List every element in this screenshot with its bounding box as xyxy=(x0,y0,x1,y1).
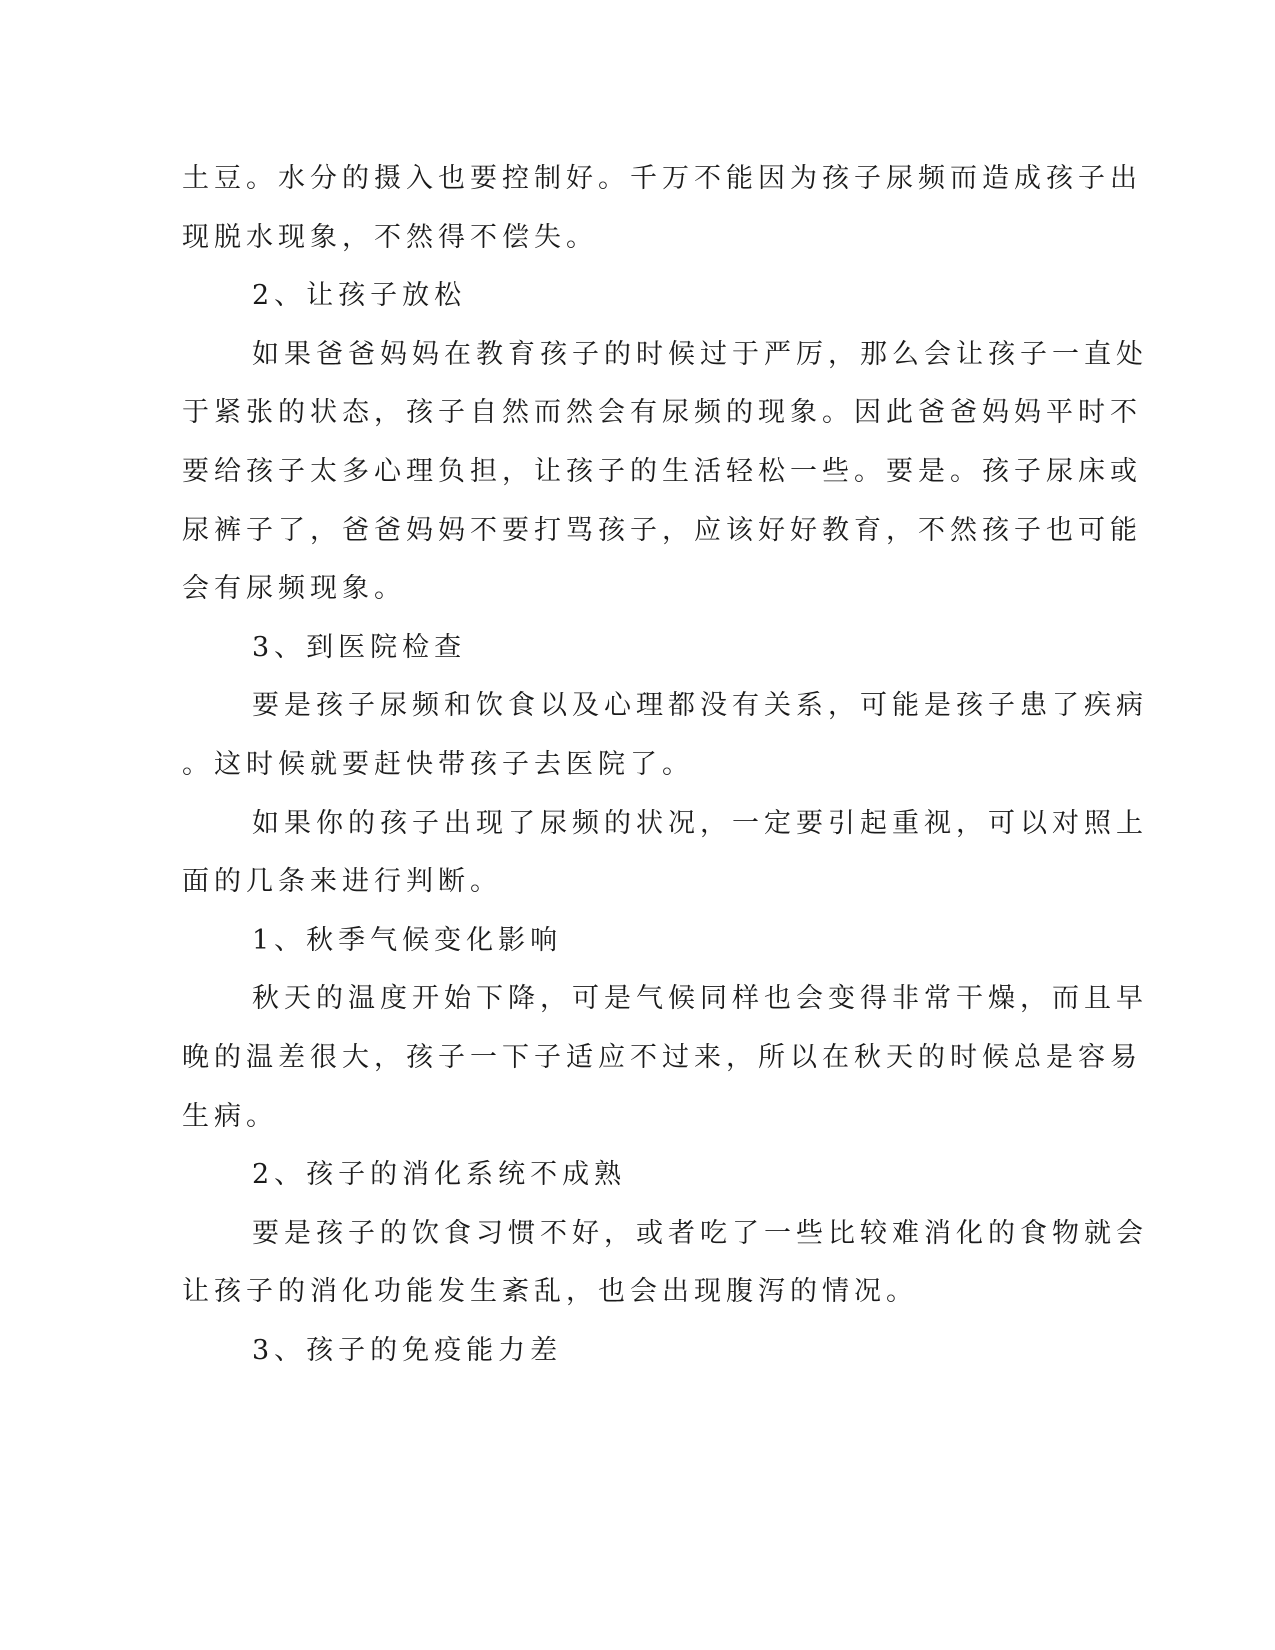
text-line: 要给孩子太多心理负担，让孩子的生活轻松一些。要是。孩子尿床或 xyxy=(182,455,1142,487)
text-line: 。这时候就要赶快带孩子去医院了。 xyxy=(182,748,694,780)
section-heading: 1、秋季气候变化影响 xyxy=(252,924,563,956)
text-line: 面的几条来进行判断。 xyxy=(182,866,502,898)
section-heading: 3、到医院检查 xyxy=(252,631,467,663)
text-line: 晚的温差很大，孩子一下子适应不过来，所以在秋天的时候总是容易 xyxy=(182,1041,1142,1073)
text-line: 如果你的孩子出现了尿频的状况，一定要引起重视，可以对照上 xyxy=(252,807,1148,839)
section-heading: 2、孩子的消化系统不成熟 xyxy=(252,1159,627,1191)
text-line: 于紧张的状态，孩子自然而然会有尿频的现象。因此爸爸妈妈平时不 xyxy=(182,397,1142,429)
text-line: 如果爸爸妈妈在教育孩子的时候过于严厉，那么会让孩子一直处 xyxy=(252,338,1148,370)
text-line: 现脱水现象，不然得不偿失。 xyxy=(182,221,598,253)
text-line: 会有尿频现象。 xyxy=(182,573,406,605)
text-line: 要是孩子的饮食习惯不好，或者吃了一些比较难消化的食物就会 xyxy=(252,1217,1148,1249)
text-line: 秋天的温度开始下降，可是气候同样也会变得非常干燥，而且早 xyxy=(252,983,1148,1015)
section-heading: 3、孩子的免疫能力差 xyxy=(252,1334,563,1366)
section-heading: 2、让孩子放松 xyxy=(252,280,467,312)
text-line: 尿裤子了，爸爸妈妈不要打骂孩子，应该好好教育，不然孩子也可能 xyxy=(182,514,1142,546)
text-line: 让孩子的消化功能发生紊乱，也会出现腹泻的情况。 xyxy=(182,1276,918,1308)
text-line: 要是孩子尿频和饮食以及心理都没有关系，可能是孩子患了疾病 xyxy=(252,690,1148,722)
text-line: 生病。 xyxy=(182,1100,278,1132)
text-line: 土豆。水分的摄入也要控制好。千万不能因为孩子尿频而造成孩子出 xyxy=(182,163,1142,194)
document-body xyxy=(182,150,1148,1380)
